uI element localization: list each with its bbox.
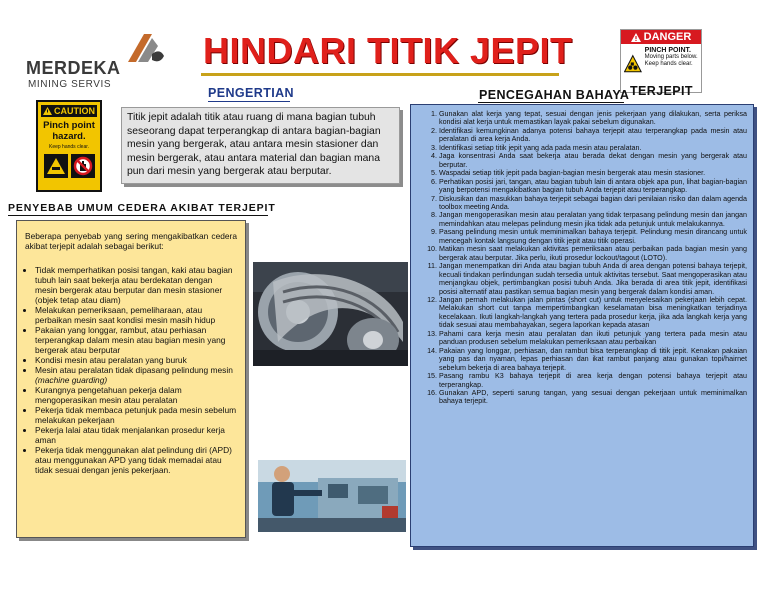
pencegahan-heading-tail: TERJEPIT <box>630 84 693 98</box>
list-item: • Pekerja lalai atau tidak menjalankan prosedur kerja aman <box>35 425 237 445</box>
caution-sub: Keep hands clear. <box>48 144 90 150</box>
penyebab-underline <box>8 215 268 216</box>
list-item: • Pekerja tidak membaca petunjuk pada mesin sebelum melakukan pekerjaan <box>35 405 237 425</box>
list-item: 1. Gunakan alat kerja yang tepat, sesuai dengan jenis pekerjaan yang dilakukan, serta periksa kondisi alat kerja untuk memastikan layak pakai sebelum digunakan. <box>439 110 747 127</box>
pengertian-heading: PENGERTIAN <box>208 86 294 100</box>
list-item: • Pakaian yang longgar, rambut, atau perhiasan terperangkap dalam mesin atau bagian mesin yang bergerak atau berputar <box>35 325 237 355</box>
caution-line1: Pinch point <box>43 120 95 131</box>
hand-crush-icon <box>44 154 68 178</box>
company-logo <box>22 32 172 94</box>
caution-line2: hazard. <box>52 131 86 142</box>
definition-box: Titik jepit adalah titik atau ruang di mana bagian tubuh seseorang dapat terperangkap di antara bagian-bagian mesin yang bergerak, atau antara mesin stasioner dan mesin bergerak, atau antara material dan bagian mana pun dari mesin yang bergerak atau berputar. <box>121 107 400 184</box>
caution-sign <box>36 100 102 192</box>
pinch-warning-icon <box>624 47 642 81</box>
page-title: HINDARI TITIK JEPIT <box>203 30 573 71</box>
causes-list <box>25 265 237 475</box>
list-item: 11. Jangan menempatkan diri Anda atau bagian tubuh Anda di area dengan potensi bahaya terjepit, kecuali tindakan perlindungan sudah tersedia untuk aktivitas tersebut. Saat mengoperasikan atau menjangkau objek, pertimbangkan posisi tubuh Anda. Jika berada di area titik jepit, identifikasi posisi alternatif atau pastikan semua bagian mesin yang bergerak dalam kondisi aman. <box>439 262 747 296</box>
no-hand-icon <box>71 154 95 178</box>
list-item: 2. Identifikasi kemungkinan adanya potensi bahaya terjepit atau terperangkap pada mesin atau peralatan di area kerja Anda. <box>439 127 747 144</box>
list-item: 6. Perhatikan posisi jari, tangan, atau bagian tubuh lain di antara objek apa pun, lihat bagian-bagian yang berpotensi mengakibatkan bagian tubuh Anda terjepit atau terperangkap. <box>439 178 747 195</box>
list-item: • Kurangnya pengetahuan pekerja dalam mengoperasikan mesin atau peralatan <box>35 385 237 405</box>
list-item: 9. Pasang pelindung mesin untuk meminimalkan bahaya terjepit. Pelindung mesin dirancang untuk mencegah kontak langsung dengan titik jepit atau titik operasi. <box>439 228 747 245</box>
list-item: • Pekerja tidak menggunakan alat pelindung diri (APD) atau menggunakan APD yang tidak memadai atau tidak sesuai dengan jenis pekerjaan. <box>35 445 237 475</box>
caution-label: CAUTION <box>54 106 95 116</box>
list-item: 10. Matikan mesin saat melakukan aktivitas pemeriksaan atau perbaikan pada bagian mesin yang bergerak atau berputar. Jika perlu, ikuti prosedur lockout/tagout (LOTO). <box>439 245 747 262</box>
danger-title: PINCH POINT. <box>644 47 691 54</box>
warning-triangle-icon <box>631 33 641 42</box>
prevention-box <box>410 104 754 547</box>
danger-label: DANGER <box>643 31 692 43</box>
causes-box <box>16 220 246 538</box>
title-underline <box>201 73 559 76</box>
list-item: 16. Gunakan APD, seperti sarung tangan, yang sesuai dengan pekerjaan untuk meminimalkan bahaya terjepit. <box>439 389 747 406</box>
pengertian-underline <box>208 101 290 102</box>
pencegahan-heading: PENCEGAHAN BAHAYA <box>479 88 630 102</box>
causes-intro: Beberapa penyebab yang sering mengakibatkan cedera akibat terjepit adalah sebagai berikut: <box>25 231 237 251</box>
list-item: 3. Identifikasi setiap titik jepit yang ada pada mesin atau peralatan. <box>439 144 747 152</box>
list-item: 15. Pasang rambu K3 bahaya terjepit di area kerja dengan potensi bahaya terjepit atau terperangkap. <box>439 372 747 389</box>
caution-header <box>41 105 97 117</box>
danger-header <box>621 30 701 44</box>
list-item: • Melakukan pemeriksaan, pemeliharaan, atau perbaikan mesin saat kondisi mesin masih hidup <box>35 305 237 325</box>
list-item: • Kondisi mesin atau peralatan yang buruk <box>35 355 237 365</box>
list-item: 5. Waspadai setiap titik jepit pada bagian-bagian mesin bergerak atau mesin stasioner. <box>439 169 747 177</box>
pencegahan-underline <box>478 102 624 103</box>
list-item: 7. Diskusikan dan masukkan bahaya terjepit sebagai bagian dari penilaian risiko dan dalam agenda toolbox meeting Anda. <box>439 195 747 212</box>
warning-triangle-icon <box>43 107 52 115</box>
worker-machine-photo <box>258 460 406 532</box>
prevention-list <box>417 110 747 406</box>
list-item-text: Mesin atau peralatan tidak dipasang pelindung mesin <box>35 365 233 375</box>
company-subtitle: MINING SERVIS <box>28 79 112 90</box>
danger-text: Moving parts below. Keep hands clear. <box>644 54 698 67</box>
list-item: 14. Pakaian yang longgar, perhiasan, dan rambut bisa terperangkap di titik jepit. Kenakan pakaian yang pas dan nyaman, lepas perhiasan dan ikat rambut panjang atau gunakan topi/hairnet sebelum bekerja di area bahaya terjepit. <box>439 347 747 372</box>
list-item <box>35 365 237 385</box>
list-item: 12. Jangan pernah melakukan jalan pintas (short cut) untuk menyelesaikan pekerjaan lebih cepat. Melakukan short cut tanpa mempertimbangkan keselamatan bisa meningkatkan terjadinya kecelakaan. Ikuti langkah-langkah yang tertera pada prosedur kerja, jika ada langkah kerja yang tidak sesuai atau membahayakan, segera laporkan kepada atasan <box>439 296 747 330</box>
penyebab-heading: PENYEBAB UMUM CEDERA AKIBAT TERJEPIT <box>8 202 276 214</box>
list-item: 4. Jaga konsentrasi Anda saat bekerja atau berada dekat dengan mesin yang bergerak atau berputar. <box>439 152 747 169</box>
list-item: • Tidak memperhatikan posisi tangan, kaki atau bagian tubuh lain saat bekerja atau berdekatan dengan mesin bergerak atau berputar dan mesin stasioner (objek tetap atau diam) <box>35 265 237 305</box>
list-item: 13. Pahami cara kerja mesin atau peralatan dan ikuti petunjuk yang tertera pada mesin atau panduan produsen sebelum melakukan pemeriksaan atau perbaikan <box>439 330 747 347</box>
company-name: MERDEKA <box>26 58 121 78</box>
merdeka-logo-mark <box>122 32 166 70</box>
list-item: 8. Jangan mengoperasikan mesin atau peralatan yang tidak terpasang pelindung mesin dan jangan memindahkan atau melepas pelindung mesin jika tidak ada petunjuk untuk melakukannya. <box>439 211 747 228</box>
machine-belt-photo <box>253 262 408 366</box>
list-item-italic: (machine guarding) <box>35 375 108 385</box>
